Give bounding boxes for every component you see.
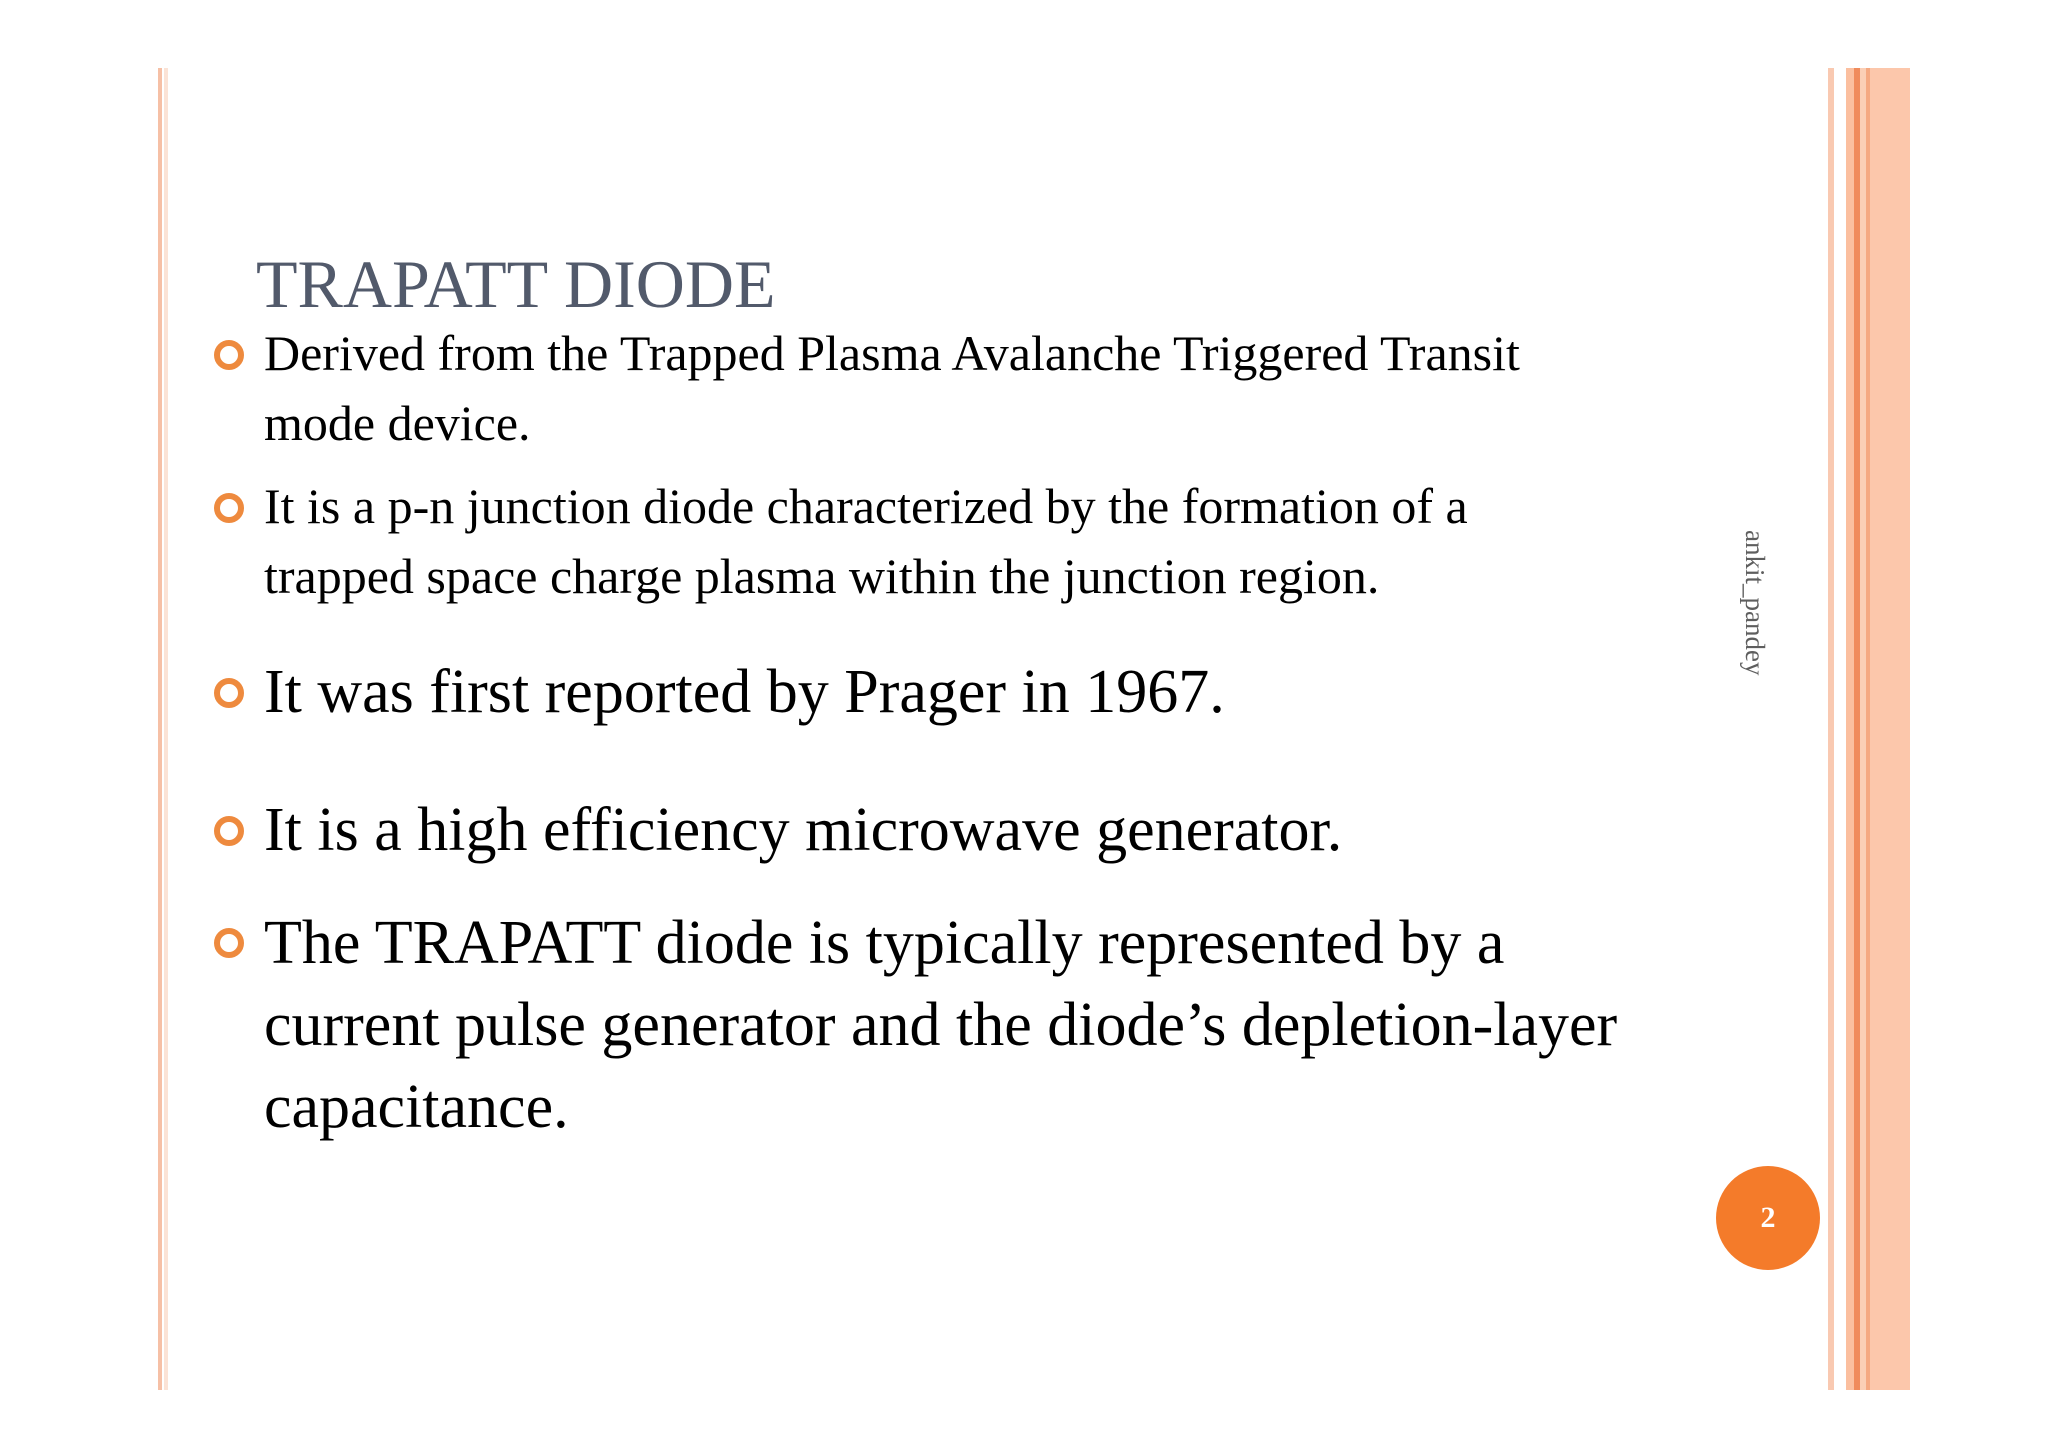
right-border-stripe <box>1846 68 1854 1390</box>
bullet-text <box>264 652 1225 732</box>
bullet-line: trapped space charge plasma within the junction region. <box>264 548 1380 604</box>
right-border-stripe <box>1870 68 1910 1390</box>
left-border-line-inner <box>164 68 168 1390</box>
bullet-icon <box>214 493 244 523</box>
bullet-text <box>264 318 1520 458</box>
right-border-stripe <box>1834 68 1846 1390</box>
bullet-text <box>264 471 1468 611</box>
page-number-badge: 2 <box>1716 1166 1820 1270</box>
bullet-icon <box>214 678 244 708</box>
bullet-line: Derived from the Trapped Plasma Avalanche Triggered Transit <box>264 325 1520 381</box>
bullet-line: mode device. <box>264 395 531 451</box>
bullet-line: It was first reported by Prager in 1967. <box>264 658 1225 726</box>
bullet-line: It is a p-n junction diode characterized by the formation of a <box>264 478 1468 534</box>
bullet-line: capacitance. <box>264 1073 569 1141</box>
bullet-text <box>264 790 1342 870</box>
author-watermark: ankit_pandey <box>1740 530 1770 676</box>
bullet-icon <box>214 928 244 958</box>
bullet-line: It is a high efficiency microwave generator. <box>264 796 1343 864</box>
bullet-text <box>264 902 1617 1148</box>
bullet-icon <box>214 816 244 846</box>
bullet-icon <box>214 340 244 370</box>
left-border-line <box>158 68 162 1390</box>
slide-title: TRAPATT DIODE <box>256 246 776 322</box>
bullet-line: The TRAPATT diode is typically represented by a <box>264 909 1505 977</box>
bullet-line: current pulse generator and the diode’s depletion-layer <box>264 991 1618 1059</box>
